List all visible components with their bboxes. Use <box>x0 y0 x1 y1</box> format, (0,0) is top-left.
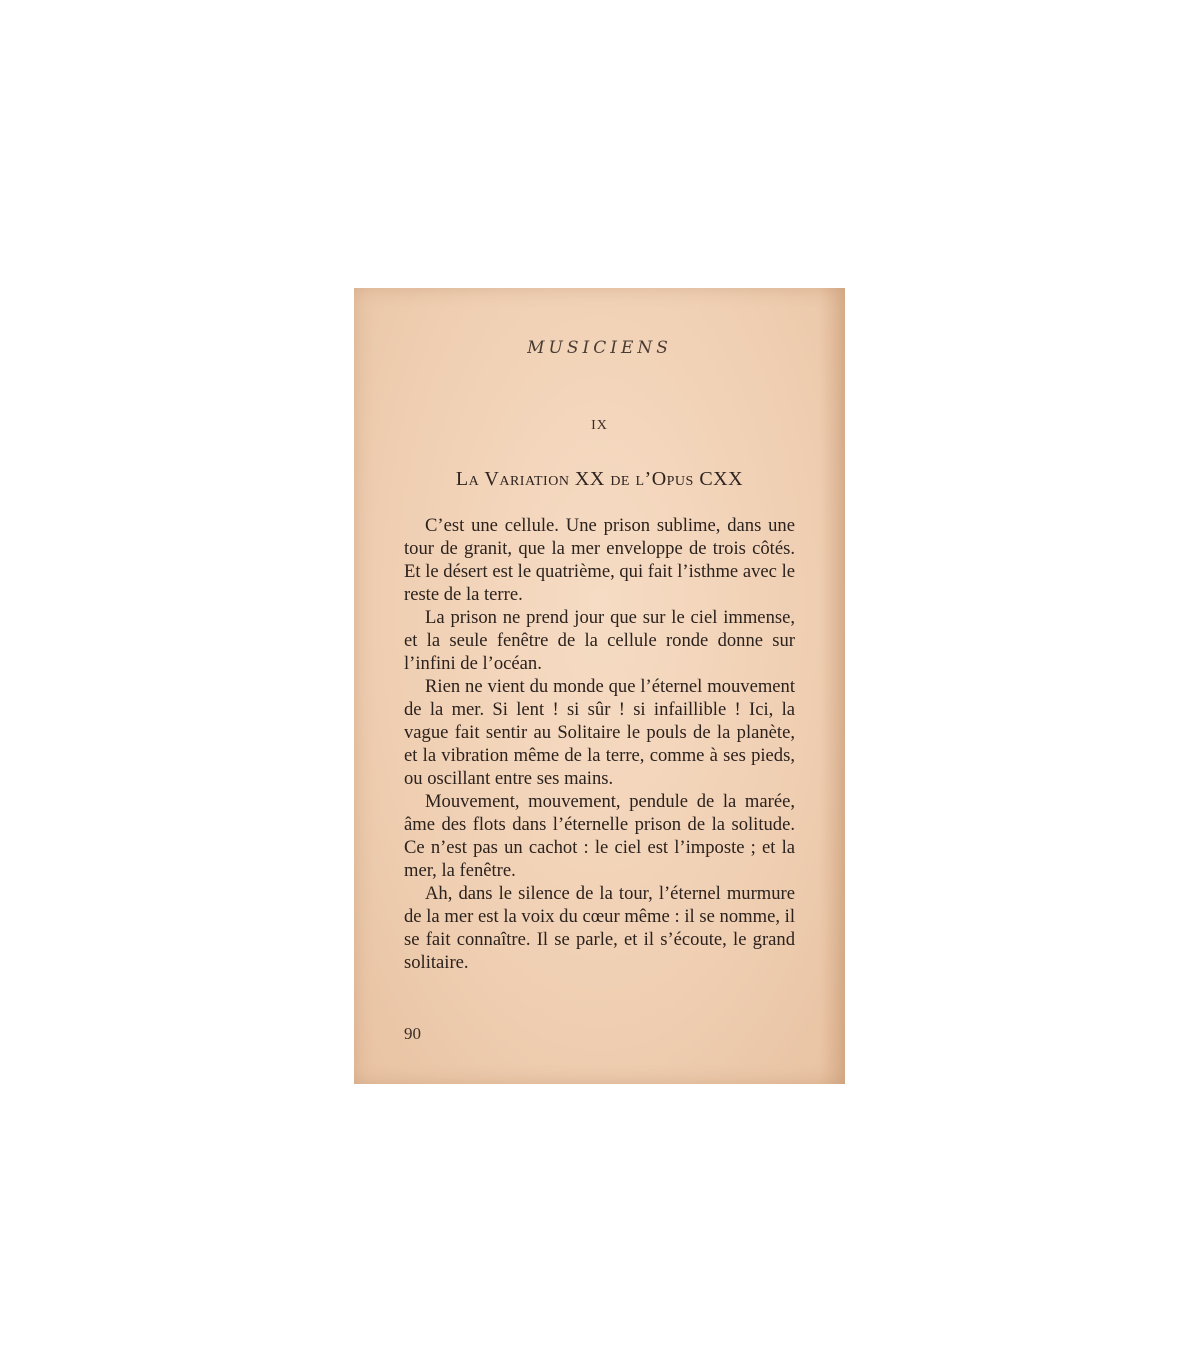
book-page <box>354 288 845 1084</box>
page-number: 90 <box>404 1024 421 1043</box>
paragraph-5: Ah, dans le silence de la tour, l’éternel murmure de la mer est la voix du cœur même : il se nomme, il se fait connaître. Il se parle, et il s’écoute, le grand solitaire. <box>404 883 795 973</box>
paragraph-3: Rien ne vient du monde que l’éternel mouvement de la mer. Si lent ! si sûr ! si infaillible ! Ici, la vague fait sentir au Solitaire le pouls de la planète, et la vibration même de la terre, comme à ses pieds, ou oscillant entre ses mains. <box>404 676 795 789</box>
paragraph-4: Mouvement, mouvement, pendule de la marée, âme des flots dans l’éternelle prison de la solitude. Ce n’est pas un cachot : le ciel est l’imposte ; et la mer, la fenêtre. <box>404 791 795 881</box>
body-text <box>404 514 795 974</box>
chapter-number: IX <box>591 418 608 433</box>
running-head: MUSICIENS <box>527 338 672 358</box>
paragraph-1: C’est une cellule. Une prison sublime, dans une tour de granit, que la mer enveloppe de trois côtés. Et le désert est le quatrième, qui fait l’isthme avec le reste de la terre. <box>404 515 795 605</box>
paragraph-2: La prison ne prend jour que sur le ciel immense, et la seule fenêtre de la cellule ronde donne sur l’infini de l’océan. <box>404 607 795 674</box>
chapter-title: La Variation XX de l’Opus CXX <box>455 468 744 490</box>
